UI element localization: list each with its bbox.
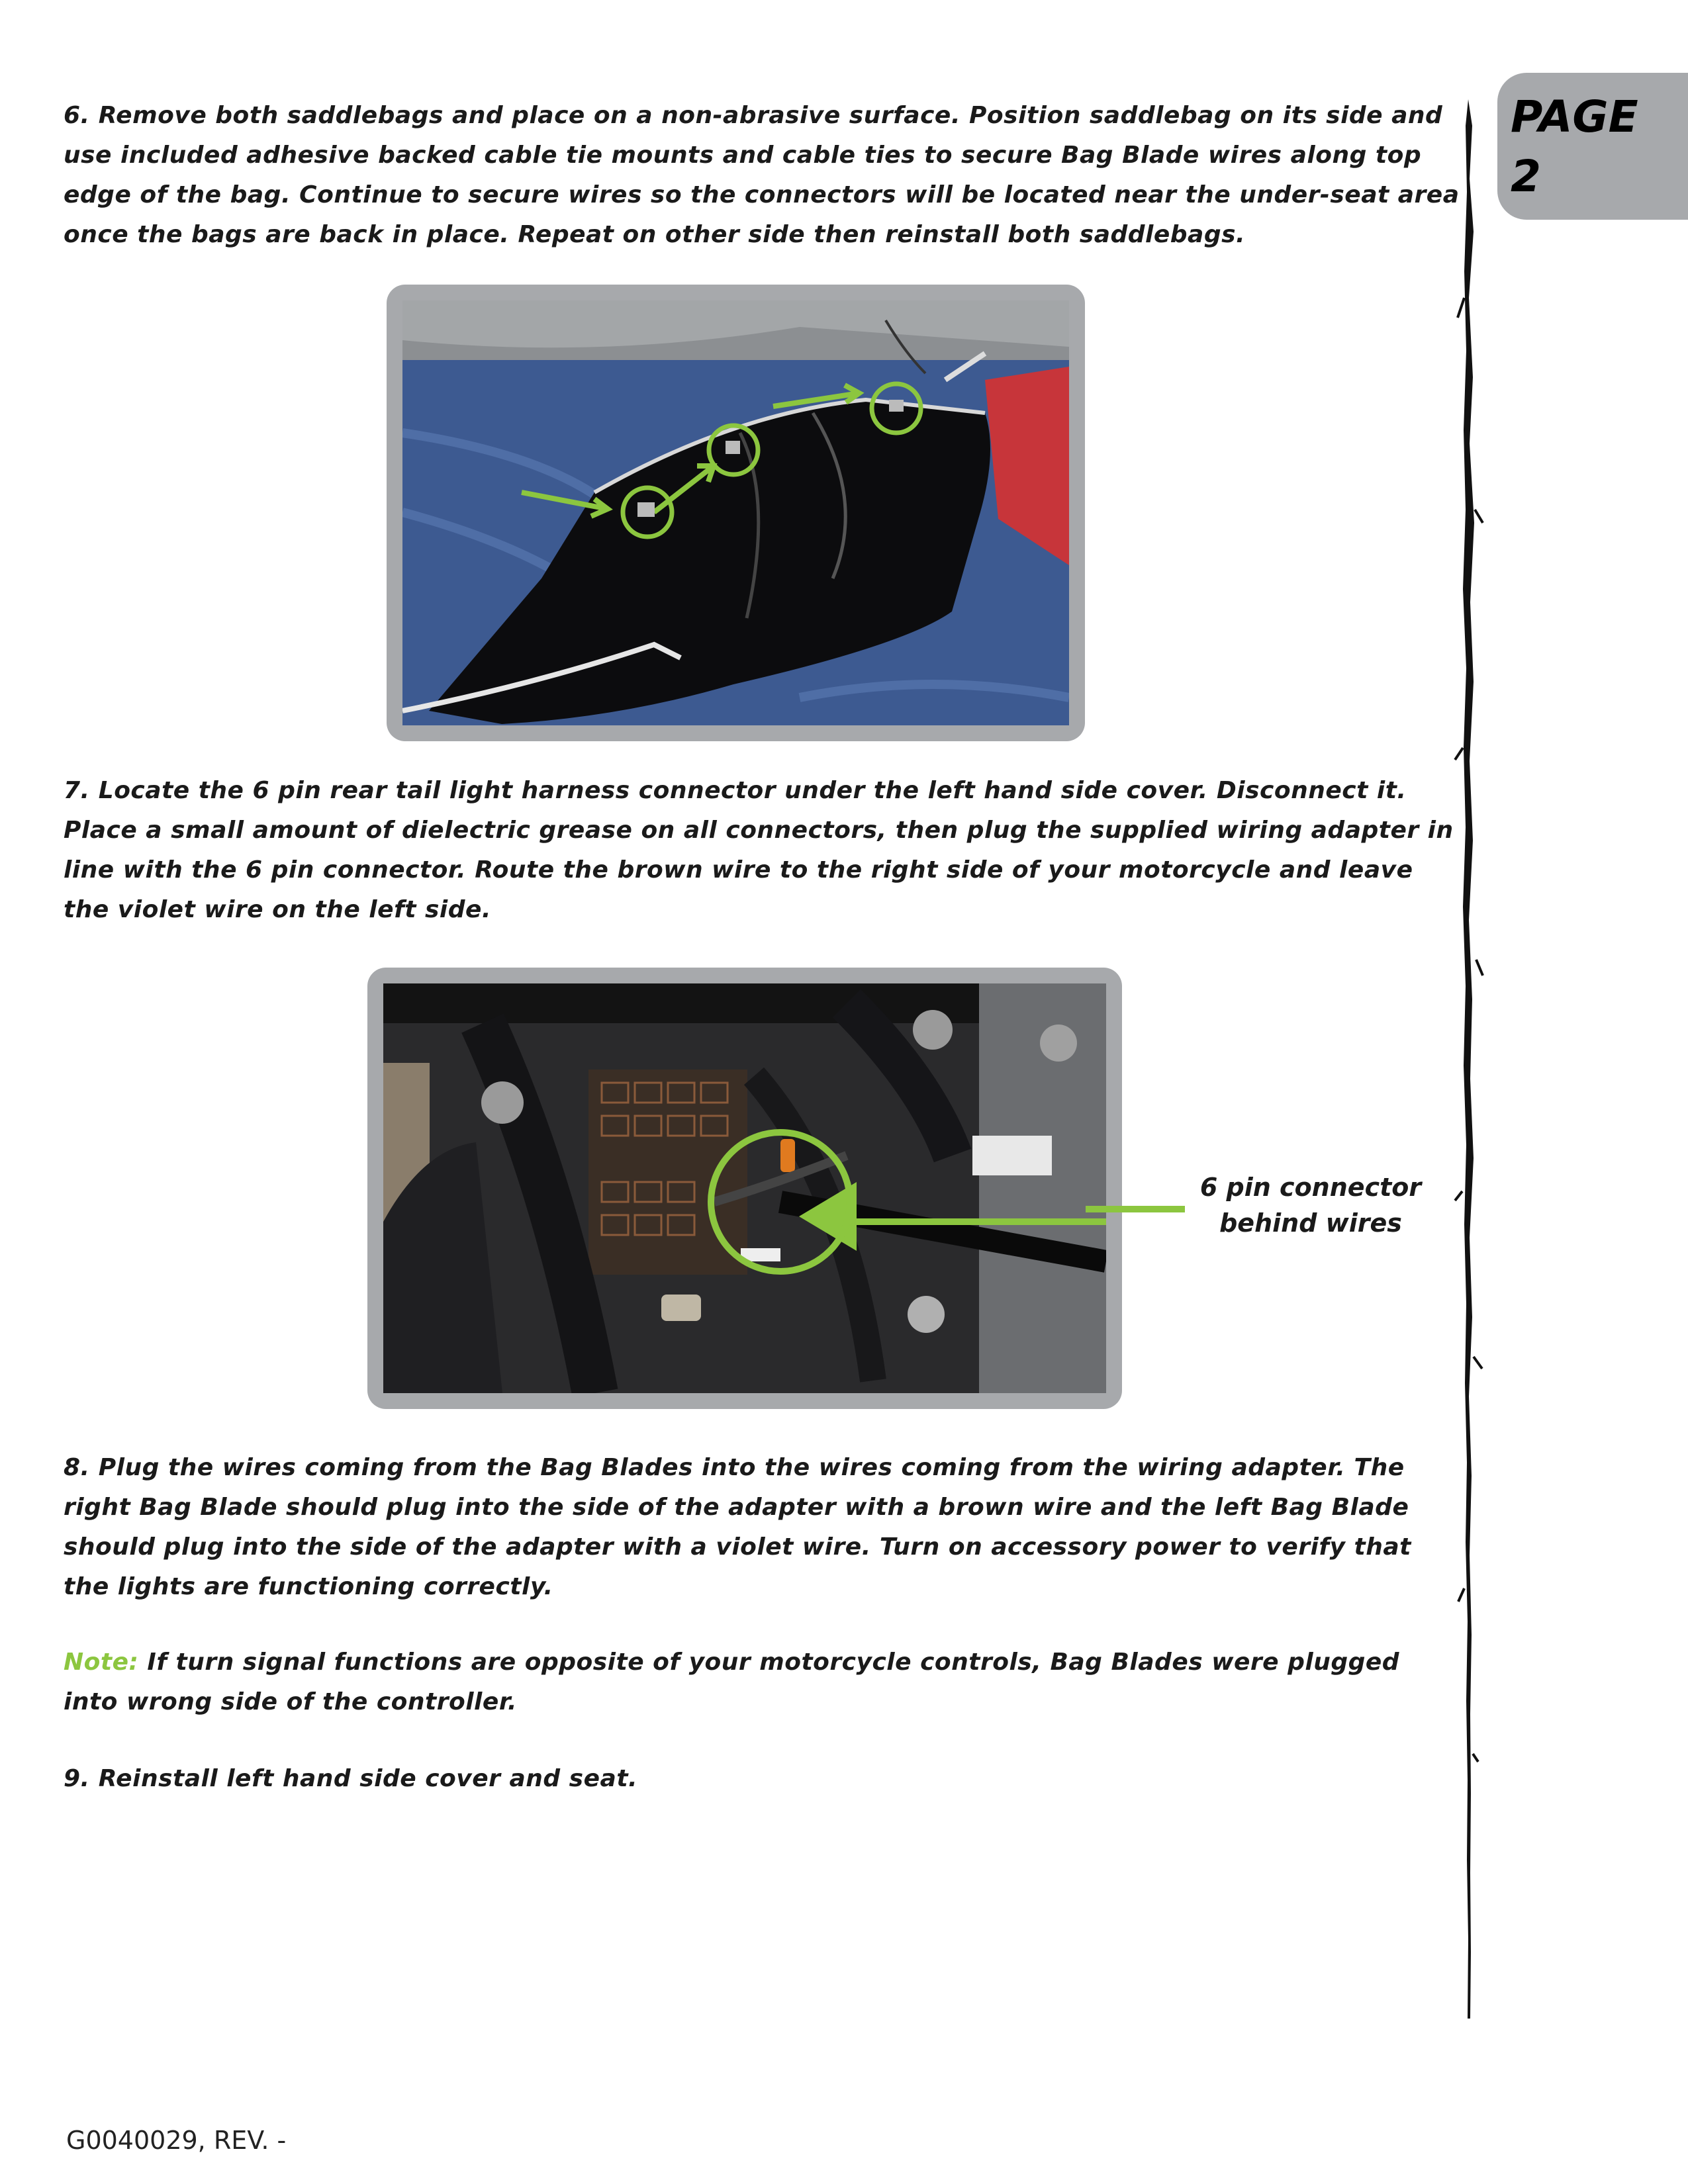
page-number-tab [1497, 73, 1688, 220]
connector-photo [383, 983, 1106, 1393]
callout-arrow-line [1086, 1198, 1185, 1218]
saddlebag-photo-frame [387, 285, 1085, 741]
note-label: Note: [64, 1649, 139, 1676]
callout-line-1: 6 pin connector [1199, 1173, 1422, 1202]
step-8-text: 8. Plug the wires coming from the Bag Blades into the wires coming from the wiring adapter. The right Bag Blade should plug into the side of the adapter with a brown wire and the left Bag Blade should plug into the side of the adapter with a violet wire. Turn on accessory power to verify that the lights are functioning correctly. [64, 1454, 1411, 1600]
note-text [64, 1643, 1460, 1722]
page-number: 2 [1511, 151, 1541, 202]
note-body: If turn signal functions are opposite of your motorcycle controls, Bag Blades were plugged into wrong side of the controller. [64, 1649, 1400, 1715]
step-6-text: 6. Remove both saddlebags and place on a non-abrasive surface. Position saddlebag on its side and use included adhesive backed cable tie mounts and cable ties to secure Bag Blade wires along top edge of the bag. Continue to secure wires so the connectors will be located near the under-seat area once the bags are back in place. Repeat on other side then reinstall both saddlebags. [64, 102, 1460, 248]
connector-callout [1172, 1169, 1450, 1241]
callout-line-2: behind wires [1219, 1208, 1402, 1238]
document-id-footer: G0040029, REV. - [66, 2126, 287, 2155]
step-7-text: 7. Locate the 6 pin rear tail light harness connector under the left hand side cover. Disconnect it. Place a small amount of dielectric grease on all connectors, then plug the supplied wiring adapter in line with the 6 pin connector. Route the brown wire to the right side of your motorcycle and leave the violet wire on the left side. [64, 777, 1454, 923]
saddlebag-photo [402, 300, 1069, 725]
connector-photo-frame [367, 968, 1122, 1409]
step-9-text: 9. Reinstall left hand side cover and seat. [64, 1765, 638, 1792]
page-label: PAGE [1511, 91, 1638, 142]
